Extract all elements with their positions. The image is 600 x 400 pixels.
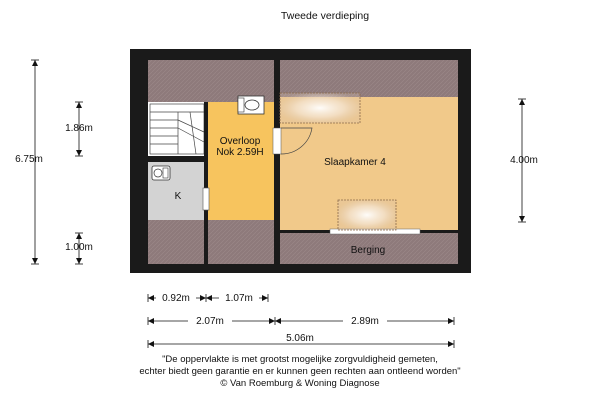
label-berging: Berging xyxy=(350,245,386,256)
disclaimer-line-2: echter biedt geen garantie en er kunnen geen rechten aan ontleend worden" xyxy=(139,366,461,377)
dim-left-total-label: 6.75m xyxy=(15,154,43,165)
dim-right-label: 4.00m xyxy=(510,155,538,166)
roof-slope-landing-bottom xyxy=(207,220,274,264)
stair-bathroom-wall xyxy=(148,156,206,162)
dim-bottom-c-label: 2.07m xyxy=(196,316,224,327)
dim-bottom-b-label: 1.07m xyxy=(225,293,253,304)
disclaimer-line-1: "De oppervlakte is met grootst mogelijke zorgvuldigheid gemeten, xyxy=(162,354,438,365)
label-k: K xyxy=(174,191,182,202)
roof-slope-bathroom-bottom xyxy=(148,220,206,264)
label-overloop: Overloop xyxy=(219,136,261,147)
landing-west-wall xyxy=(204,102,208,264)
disclaimer xyxy=(0,354,600,390)
bedroom-door xyxy=(273,128,281,154)
overloop-floor xyxy=(207,102,274,220)
label-slaapkamer: Slaapkamer 4 xyxy=(324,157,386,168)
disclaimer-line-3: © Van Roemburg & Woning Diagnose xyxy=(220,378,380,389)
bathroom-door xyxy=(203,188,209,210)
roof-window-icon xyxy=(338,200,396,230)
plan-title: Tweede verdieping xyxy=(280,10,370,22)
washbasin-icon xyxy=(238,96,264,114)
roof-window-icon xyxy=(280,93,360,123)
dim-bottom-d-label: 2.89m xyxy=(351,316,379,327)
dim-bottom-a-label: 0.92m xyxy=(162,293,190,304)
label-nok-height: Nok 2.59H xyxy=(216,147,264,158)
dim-left-lower-label: 1.00m xyxy=(65,242,93,253)
dim-left-upper-label: 1.86m xyxy=(65,123,93,134)
roof-slope-top-right xyxy=(280,60,458,97)
toilet-icon xyxy=(152,166,170,180)
dim-bottom-total-label: 5.06m xyxy=(286,333,314,344)
bedroom-west-wall xyxy=(274,60,280,264)
